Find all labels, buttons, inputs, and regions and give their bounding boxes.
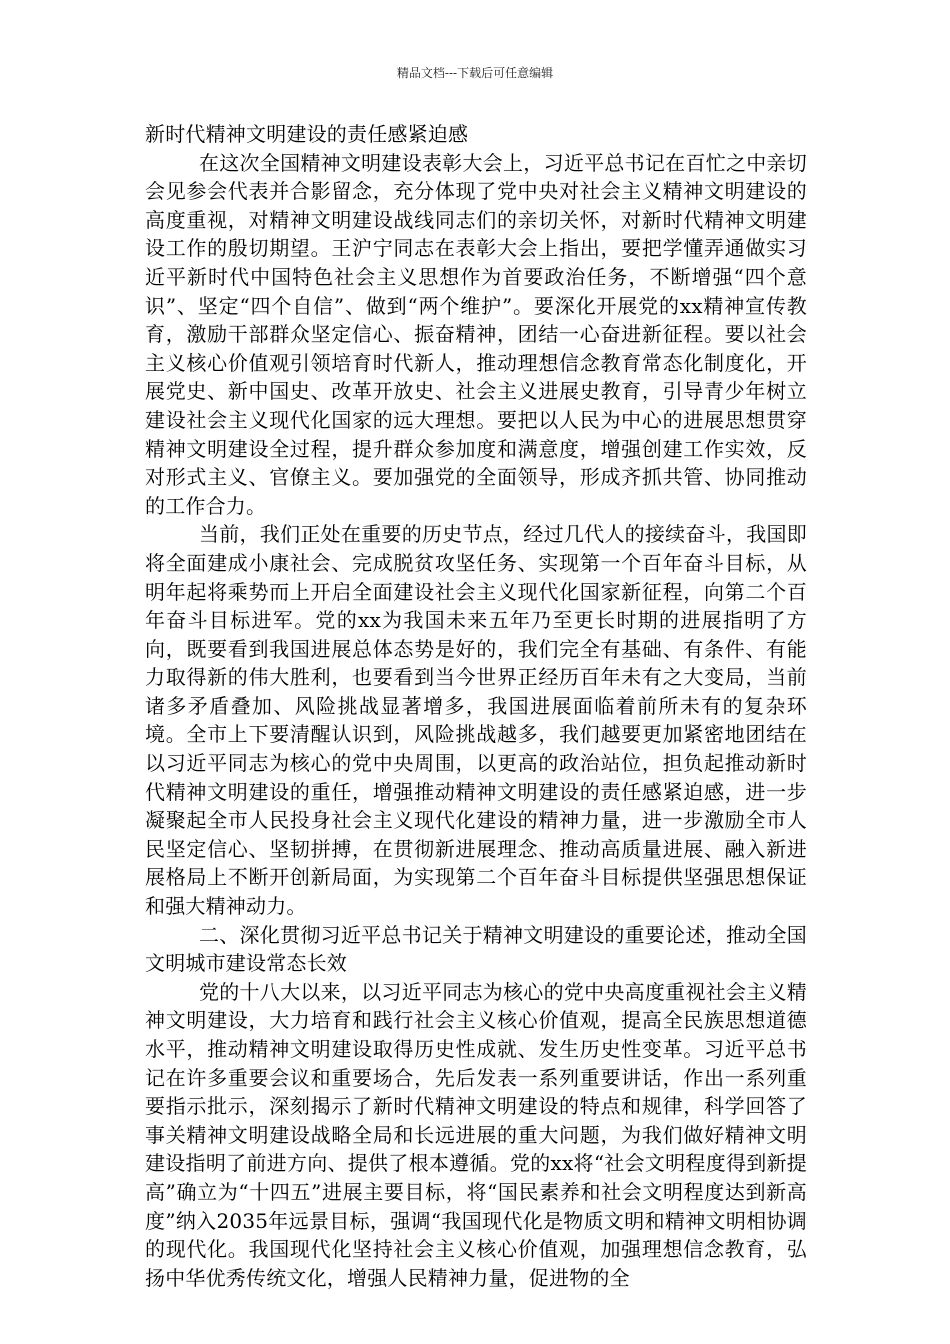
paragraph-3: 党的十八大以来，以习近平同志为核心的党中央高度重视社会主义精神文明建设，大力培育和践行社会主义核心价值观，提高全民族思想道德水平，推动精神文明建设取得历史性成就、发生历史性变革。习近平总书记在许多重要会议和重要场合，先后发表一系列重要讲话，作出一系列重要指示批示，深刻揭示了新时代精神文明建设的特点和规律，科学回答了事关精神文明建设战略全局和长远进展的重大问题，为我们做好精神文明建设指明了前进方向、提供了根本遵循。党的xx将“社会文明程度得到新提高”确立为“十四五”进展主要目标，将“国民素养和社会文明程度达到新高度”纳入2035年远景目标，强调“我国现代化是物质文明和精神文明相协调的现代化。我国现代化坚持社会主义核心价值观，加强理想信念教育，弘扬中华优秀传统文化，增强人民精神力量，促进物的全 (145, 979, 807, 1290)
section-heading: 二、深化贯彻习近平总书记关于精神文明建设的重要论述，推动全国文明城市建设常态长效 (145, 922, 807, 976)
document-body (145, 120, 807, 1292)
paragraph-1: 在这次全国精神文明建设表彰大会上，习近平总书记在百忙之中亲切会见参会代表并合影留念，充分体现了党中央对社会主义精神文明建设的高度重视，对精神文明建设战线同志们的亲切关怀，对新时代精神文明建设工作的殷切期望。王沪宁同志在表彰大会上指出，要把学懂弄通做实习近平新时代中国特色社会主义思想作为首要政治任务，不断增强“四个意识”、坚定“四个自信”、做到“两个维护”。要深化开展党的xx精神宣传教育，激励干部群众坚定信心、振奋精神，团结一心奋进新征程。要以社会主义核心价值观引领培育时代新人，推动理想信念教育常态化制度化，开展党史、新中国史、改革开放史、社会主义进展史教育，引导青少年树立建设社会主义现代化国家的远大理想。要把以人民为中心的进展思想贯穿精神文明建设全过程，提升群众参加度和满意度，增强创建工作实效，反对形式主义、官僚主义。要加强党的全面领导，形成齐抓共管、协同推动的工作合力。 (145, 150, 807, 518)
page-header: 精品文档---下载后可任意编辑 (396, 66, 554, 80)
paragraph-2: 当前，我们正处在重要的历史节点，经过几代人的接续奋斗，我国即将全面建成小康社会、完成脱贫攻坚任务、实现第一个百年奋斗目标，从明年起将乘势而上开启全面建设社会主义现代化国家新征程，向第二个百年奋斗目标进军。党的xx为我国未来五年乃至更长时期的进展指明了方向，既要看到我国进展总体态势是好的，我们完全有基础、有条件、有能力取得新的伟大胜利，也要看到当今世界正经历百年未有之大变局，当前诸多矛盾叠加、风险挑战显著增多，我国进展面临着前所未有的复杂环境。全市上下要清醒认识到，风险挑战越多，我们越要更加紧密地团结在以习近平同志为核心的党中央周围，以更高的政治站位，担负起推动新时代精神文明建设的重任，增强推动精神文明建设的责任感紧迫感，进一步凝聚起全市人民投身社会主义现代化建设的精神力量，进一步激励全市人民坚定信心、坚韧拼搏，在贯彻新进展理念、推动高质量进展、融入新进展格局上不断开创新局面，为实现第二个百年奋斗目标提供坚强思想保证和强大精神动力。 (145, 522, 807, 919)
document-title: 新时代精神文明建设的责任感紧迫感 (145, 122, 469, 146)
